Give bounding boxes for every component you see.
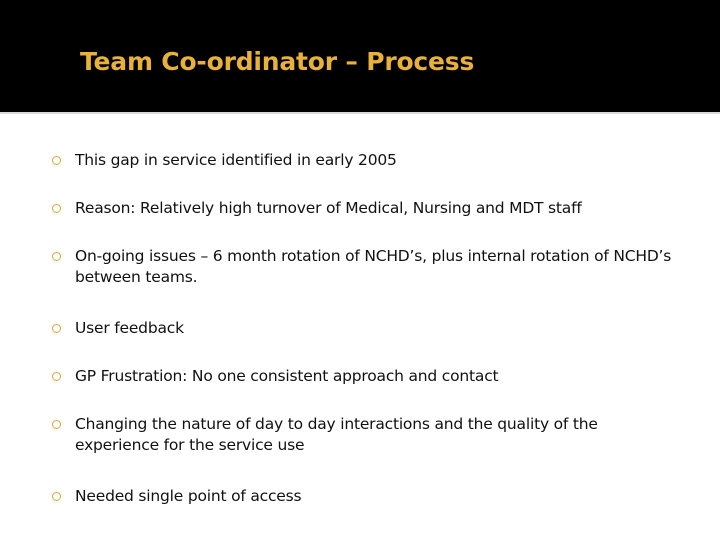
ring-bullet-icon (52, 156, 61, 165)
bullet-text: GP Frustration: No one consistent approach and contact (75, 367, 499, 385)
bullet-text: On-going issues – 6 month rotation of NCHD’s, plus internal rotation of NCHD’s between teams. (75, 247, 672, 286)
ring-bullet-icon (52, 372, 61, 381)
bullet-text: Reason: Relatively high turnover of Medical, Nursing and MDT staff (75, 199, 582, 217)
bullet-text: Needed single point of access (75, 487, 302, 505)
slide-title: Team Co-ordinator – Process (80, 47, 475, 76)
ring-bullet-icon (52, 252, 61, 261)
ring-bullet-icon (52, 324, 61, 333)
ring-bullet-icon (52, 204, 61, 213)
bullet-text: User feedback (75, 319, 184, 337)
bullet-text: Changing the nature of day to day interactions and the quality of the experience for the service use (75, 415, 598, 454)
ring-bullet-icon (52, 420, 61, 429)
bullet-text: This gap in service identified in early 2005 (75, 151, 397, 169)
ring-bullet-icon (52, 492, 61, 501)
